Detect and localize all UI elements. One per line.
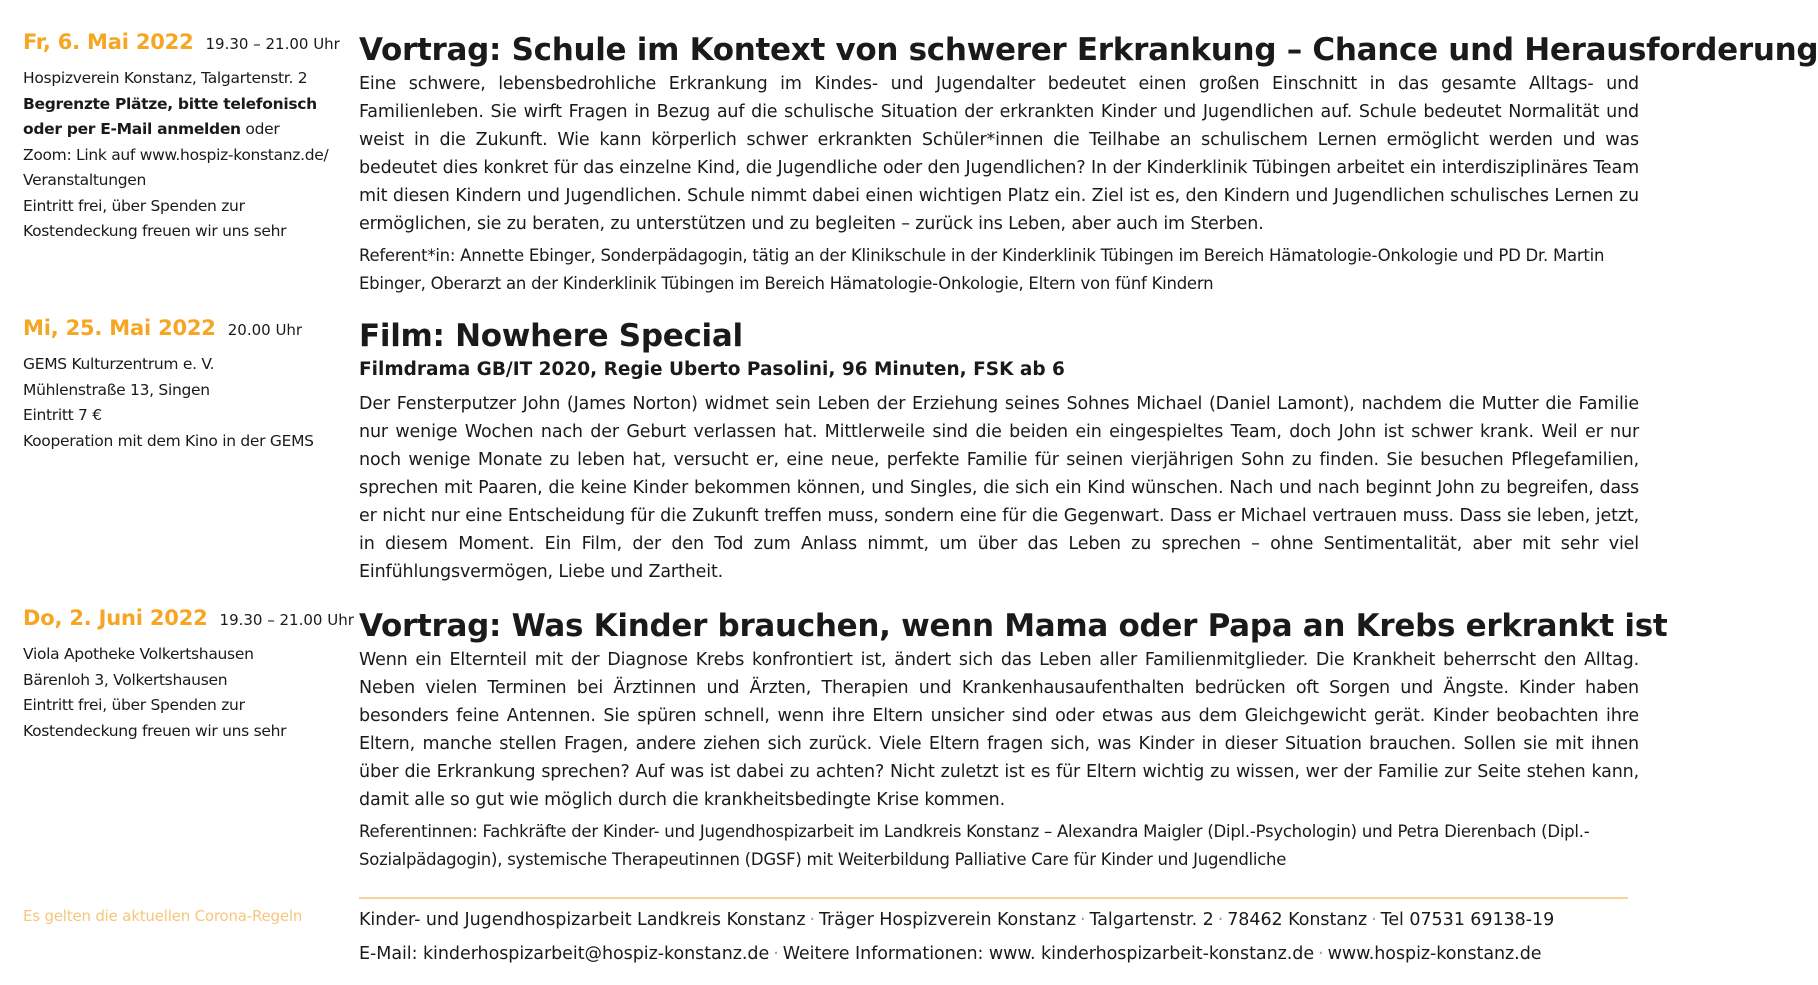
event-zoom: Zoom: Link auf www.hospiz-konstanz.de/ Veranstaltungen — [23, 145, 329, 189]
event-description: Der Fensterputzer John (James Norton) widmet sein Leben der Erziehung seines Sohnes Michael (Daniel Lamont), nachdem die Mutter die Familie nur wenige Wochen nach der Geburt verlassen hat. Mittlerweile sind die beiden ein eingespieltes Team, doch John ist schwer krank. Weil er nur noch wenige Monate zu leben hat, versucht er, eine neue, perfekte Familie für seinen vierjährigen Sohn zu finden. Sie besuchen Pflegefamilien, sprechen mit Paaren, die keine Kinder bekommen können, und Singles, die sich ein Kind wünschen. Nach und nach beginnt John zu begreifen, dass er nicht nur eine Entscheidung für die Zukunft treffen muss, sondern eine für die Gegenwart. Dass er Michael vertrauen muss. Dass sie leben, jetzt, in diesem Moment. Ein Film, der den Tod zum Anlass nimmt, um über das Leben zu sprechen – ohne Sentimentalität, aber mit sehr viel Einfühlungsvermögen, Liebe und Zartheit. — [359, 394, 1639, 582]
event-time: 19.30 – 21.00 Uhr — [205, 35, 340, 53]
notice-bold: Begrenzte Plätze, bitte telefonisch oder per E-Mail anmelden — [23, 94, 317, 138]
event-entry: Eintritt 7 € — [23, 406, 102, 424]
event-subtitle: Filmdrama GB/IT 2020, Regie Uberto Pasolini, 96 Minuten, FSK ab 6 — [359, 359, 1065, 380]
event-time: 19.30 – 21.00 Uhr — [219, 611, 354, 629]
footer-separator: · — [773, 944, 779, 964]
event-cooperation: Kooperation mit dem Kino in der GEMS — [23, 431, 314, 450]
event-description: Wenn ein Elternteil mit der Diagnose Krebs konfrontiert ist, ändert sich das Leben aller Familienmitglieder. Die Krankheit beherrscht den Alltag. Neben vielen Terminen bei Ärztinnen und Ärzten, Therapien und Krankenhausaufenthalten bedrücken oft Sorgen und Ängste. Kinder haben besonders feine Antennen. Sie spüren schnell, wenn ihre Eltern unsicher sind oder etwas aus dem Gleichgewicht gerät. Kinder beobachten ihre Eltern, manche stellen Fragen, andere ziehen sich zurück. Viele Eltern fragen sich, was Kinder in dieser Situation brauchen. Sollen sie mit ihnen über die Erkrankung sprechen? Auf was ist dabei zu achten? Nicht zuletzt ist es für Eltern wichtig zu wissen, wer der Familie zur Seite stehen kann, damit alle so gut wie möglich durch die krankheitsbedingte Krise kommen. — [359, 650, 1639, 810]
event-3-content — [359, 606, 1668, 874]
event-location-address: Mühlenstraße 13, Singen — [23, 380, 210, 399]
footer-divider — [359, 897, 1628, 899]
footer-website-hospiz[interactable]: www.hospiz-konstanz.de — [1327, 944, 1542, 964]
event-location: Hospizverein Konstanz, Talgartenstr. 2 — [23, 69, 308, 87]
event-location-name: Viola Apotheke Volkertshausen — [23, 645, 254, 663]
footer-separator: · — [809, 910, 815, 930]
footer-city: 78462 Konstanz — [1227, 910, 1368, 930]
event-entry: Eintritt frei, über Spenden zur Kostendeckung freuen wir uns sehr — [23, 196, 287, 240]
footer-separator: · — [1371, 910, 1377, 930]
footer-street: Talgartenstr. 2 — [1089, 910, 1214, 930]
footer-separator: · — [1318, 944, 1324, 964]
event-1-content — [359, 30, 1818, 298]
event-title: Vortrag: Was Kinder brauchen, wenn Mama oder Papa an Krebs erkrankt ist — [359, 608, 1668, 644]
event-date: Mi, 25. Mai 2022 — [23, 316, 216, 340]
event-title: Film: Nowhere Special — [359, 318, 743, 354]
event-date: Fr, 6. Mai 2022 — [23, 30, 194, 54]
footer-website-kinderhospiz[interactable]: Weitere Informationen: www. kinderhospizarbeit-konstanz.de — [782, 944, 1315, 964]
event-2-content — [359, 316, 1639, 586]
event-date: Do, 2. Juni 2022 — [23, 606, 208, 630]
event-2-info — [23, 316, 343, 454]
event-referent: Referentinnen: Fachkräfte der Kinder- und Jugendhospizarbeit im Landkreis Konstanz – Alexandra Maigler (Dipl.-Psychologin) und Petra Dierenbach (Dipl.-Sozialpädagogin), systemische Therapeutinnen (DGSF) mit Weiterbildung Palliative Care für Kinder und Jugendliche — [359, 822, 1590, 869]
footer-line-1 — [359, 903, 1639, 937]
footer-sponsor: Träger Hospizverein Konstanz — [818, 910, 1076, 930]
event-notice — [23, 92, 343, 143]
footer-email[interactable]: E-Mail: kinderhospizarbeit@hospiz-konstanz.de — [359, 944, 770, 964]
corona-note: Es gelten die aktuellen Corona-Regeln — [23, 907, 303, 925]
footer-line-2 — [359, 937, 1639, 971]
event-1-info — [23, 30, 343, 245]
event-time: 20.00 Uhr — [227, 321, 303, 339]
event-entry: Eintritt frei, über Spenden zur Kostendeckung freuen wir uns sehr — [23, 696, 287, 740]
event-3-info — [23, 606, 354, 744]
footer-contact — [359, 903, 1639, 971]
footer-organization: Kinder- und Jugendhospizarbeit Landkreis Konstanz — [359, 910, 806, 930]
event-description: Eine schwere, lebensbedrohliche Erkrankung im Kindes- und Jugendalter bedeutet einen großen Einschnitt in das gesamte Alltags- und Familienleben. Sie wirft Fragen in Bezug auf die schulische Situation der erkrankten Kinder und Jugendlichen auf. Schule bedeutet Normalität und weist in die Zukunft. Wie kann körperlich schwer erkrankten Schüler*innen die Teilhabe an schulischem Lernen ermöglicht werden und was bedeutet dies konkret für das einzelne Kind, die Jugendliche oder den Jugendlichen? In der Kinderklinik Tübingen arbeitet ein interdisziplinäres Team mit diesen Kindern und Jugendlichen. Schule nimmt dabei einen wichtigen Platz ein. Ziel ist es, den Kindern und Jugendlichen schulisches Lernen zu ermöglichen, sie zu beraten, zu unterstützen und zu begleiten – zurück ins Leben, aber auch im Sterben. — [359, 74, 1639, 234]
event-location-name: GEMS Kulturzentrum e. V. — [23, 355, 215, 373]
footer-separator: · — [1079, 910, 1086, 930]
event-title: Vortrag: Schule im Kontext von schwerer Erkrankung – Chance und Herausforderung — [359, 32, 1818, 68]
event-referent: Referent*in: Annette Ebinger, Sonderpädagogin, tätig an der Klinikschule in der Kinderklinik Tübingen im Bereich Hämatologie-Onkologie und PD Dr. Martin Ebinger, Oberarzt an der Kinderklinik Tübingen im Bereich Hämatologie-Onkologie, Eltern von fünf Kindern — [359, 246, 1605, 293]
event-location-address: Bärenloh 3, Volkertshausen — [23, 670, 228, 689]
footer-separator: · — [1217, 910, 1224, 930]
footer-phone: Tel 07531 69138-19 — [1380, 910, 1555, 930]
notice-rest: oder — [240, 120, 280, 138]
